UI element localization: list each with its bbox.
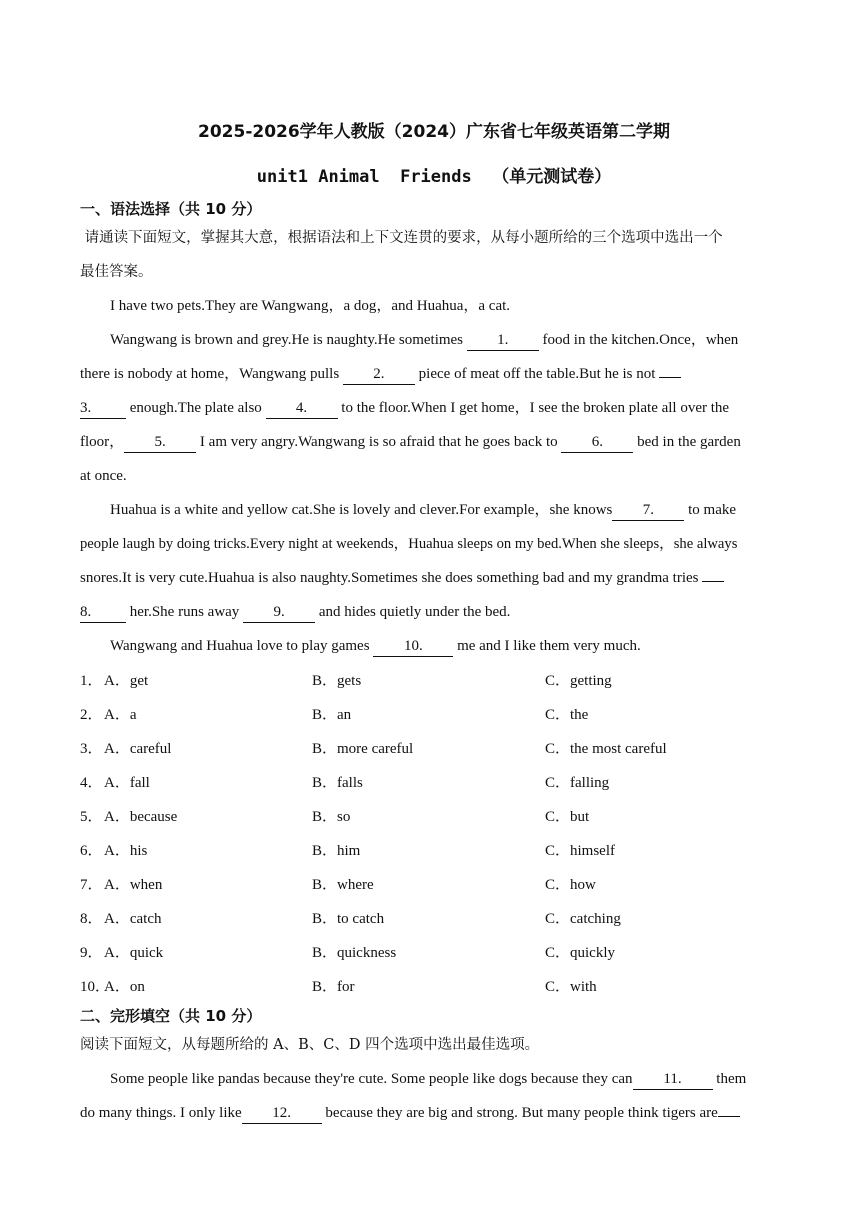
blank-9: 9. <box>243 602 315 623</box>
passage-text: me and I like them very much. <box>453 638 641 654</box>
option-c: C．quickly <box>545 945 615 961</box>
passage-line <box>80 568 724 588</box>
question-number: 10． <box>80 979 111 995</box>
passage-text: her.She runs away <box>126 604 244 620</box>
passage-text: food in the kitchen.Once，when <box>538 332 739 348</box>
passage-line <box>80 364 681 385</box>
blank-4: 4. <box>266 398 338 419</box>
option-c: C．how <box>545 877 596 893</box>
question-number: 2． <box>80 707 103 723</box>
option-b: B．falls <box>312 775 363 791</box>
passage-line <box>80 398 729 419</box>
passage-text: to make <box>684 502 737 518</box>
option-c: C．the <box>545 707 589 723</box>
passage-line: at once. <box>80 468 127 484</box>
passage-text: piece of meat off the table.But he is not <box>414 366 660 382</box>
option-b: B．where <box>312 877 374 893</box>
passage-text: snores.It is very cute.Huahua is also naughty.Sometimes she does something bad and my grandma tries <box>80 570 703 586</box>
option-b: B．to catch <box>312 911 385 927</box>
blank-10: 10. <box>373 636 453 657</box>
question-number: 9． <box>80 945 103 961</box>
passage-text: and hides quietly under the bed. <box>315 604 511 620</box>
blank-7: 7. <box>612 500 684 521</box>
section1-instruction: 请通读下面短文，掌握其大意，根据语法和上下文连贯的要求，从每小题所给的三个选项中选出一个 <box>80 230 723 246</box>
passage-text: Huahua is a white and yellow cat.She is lovely and clever.For example，she knows <box>110 502 613 518</box>
blank-11: 11. <box>633 1069 713 1090</box>
option-a: A．quick <box>104 945 164 961</box>
option-b: B．for <box>312 979 355 995</box>
blank-3: 3. <box>80 398 126 419</box>
passage-text: to the floor.When I get home，I see the broken plate all over the <box>337 400 730 416</box>
question-number: 3． <box>80 741 103 757</box>
blank-2: 2. <box>343 364 415 385</box>
passage-text: I am very angry.Wangwang is so afraid that he goes back to <box>196 434 562 450</box>
option-b: B．more careful <box>312 741 414 757</box>
blank-1: 1. <box>467 330 539 351</box>
blank-12: 12. <box>242 1103 322 1124</box>
section1-heading: 一、语法选择（共 10 分） <box>80 200 262 218</box>
blank-13-start <box>718 1116 740 1117</box>
passage-text: enough.The plate also <box>126 400 266 416</box>
blank-3-start <box>659 377 681 378</box>
option-b: B．so <box>312 809 351 825</box>
option-a: A．his <box>104 843 148 859</box>
option-a: A．get <box>104 673 149 689</box>
option-a: A．careful <box>104 741 172 757</box>
blank-5: 5. <box>124 432 196 453</box>
passage-line <box>110 330 738 351</box>
option-c: C．but <box>545 809 590 825</box>
passage-text: Wangwang and Huahua love to play games <box>110 638 374 654</box>
question-number: 4． <box>80 775 103 791</box>
question-number: 5． <box>80 809 103 825</box>
blank-6: 6. <box>561 432 633 453</box>
section1-instruction-cont: 最佳答案。 <box>80 264 153 280</box>
blank-8-start <box>702 581 724 582</box>
passage-text: do many things. I only like <box>80 1105 242 1121</box>
question-number: 1． <box>80 673 103 689</box>
passage-text: Wangwang is brown and grey.He is naughty.He sometimes <box>110 332 467 348</box>
option-c: C．falling <box>545 775 610 791</box>
option-b: B．gets <box>312 673 362 689</box>
option-a: A．catch <box>104 911 162 927</box>
passage-line <box>80 432 741 453</box>
blank-8: 8. <box>80 602 126 623</box>
passage-text: because they are big and strong. But many people think tigers are <box>321 1105 718 1121</box>
option-a: A．fall <box>104 775 150 791</box>
option-c: C．with <box>545 979 597 995</box>
passage-line <box>110 1069 746 1090</box>
passage-line <box>80 1103 740 1124</box>
passage-line: people laugh by doing tricks.Every night at weekends，Huahua sleeps on my bed.When she sleeps，she always <box>80 536 738 552</box>
page-subtitle: unit1 Animal Friends （单元测试卷） <box>256 167 612 187</box>
page-title: 2025-2026学年人教版（2024）广东省七年级英语第二学期 <box>198 122 670 142</box>
option-b: B．an <box>312 707 352 723</box>
section2-instruction: 阅读下面短文，从每题所给的 A、B、C、D 四个选项中选出最佳选项。 <box>80 1037 540 1053</box>
option-a: A．on <box>104 979 145 995</box>
passage-text: floor， <box>80 434 125 450</box>
question-number: 8． <box>80 911 103 927</box>
passage-text: Some people like pandas because they're cute. Some people like dogs because they can <box>110 1071 633 1087</box>
option-a: A．when <box>104 877 163 893</box>
question-number: 7． <box>80 877 103 893</box>
passage-text: there is nobody at home，Wangwang pulls <box>80 366 343 382</box>
section2-heading: 二、完形填空（共 10 分） <box>80 1007 262 1025</box>
passage-line <box>110 636 641 657</box>
option-c: C．himself <box>545 843 615 859</box>
passage-text: them <box>712 1071 747 1087</box>
option-a: A．a <box>104 707 137 723</box>
passage-line <box>80 602 510 623</box>
option-b: B．him <box>312 843 361 859</box>
option-c: C．the most careful <box>545 741 667 757</box>
option-a: A．because <box>104 809 178 825</box>
passage-text: bed in the garden <box>633 434 741 450</box>
question-number: 6． <box>80 843 103 859</box>
option-c: C．getting <box>545 673 612 689</box>
option-b: B．quickness <box>312 945 397 961</box>
passage-line: I have two pets.They are Wangwang，a dog，and Huahua，a cat. <box>110 298 511 314</box>
option-c: C．catching <box>545 911 621 927</box>
passage-line <box>110 500 736 521</box>
